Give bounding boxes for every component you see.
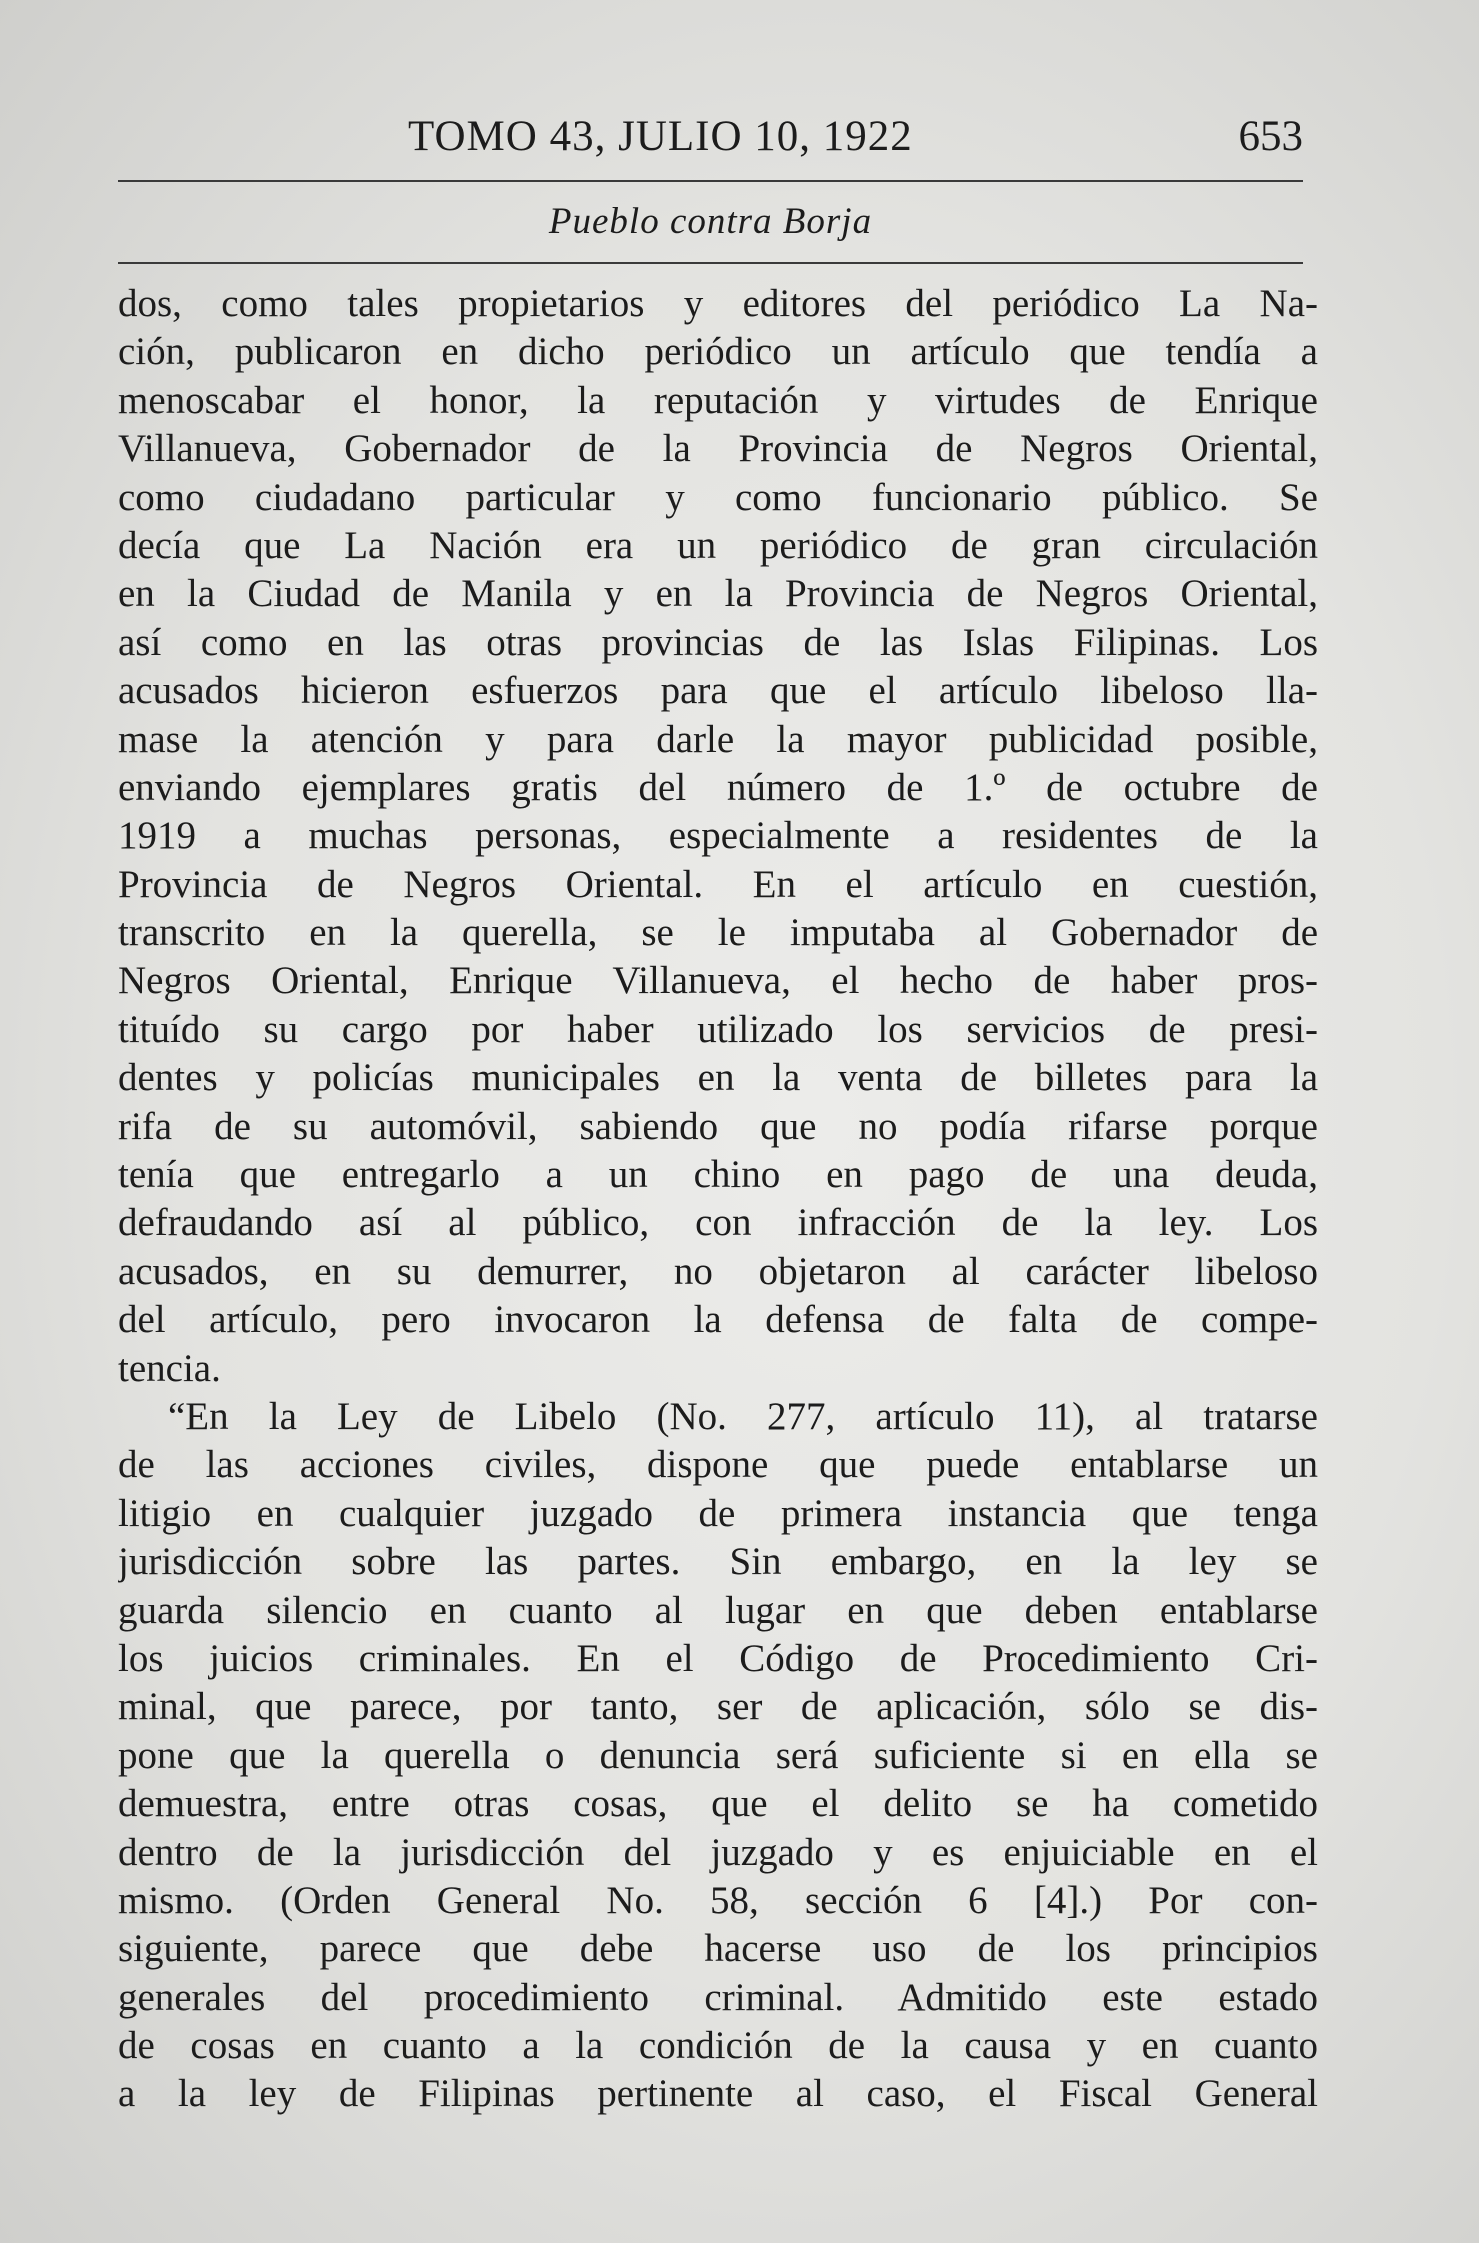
page-header xyxy=(118,112,1303,172)
text-line: demuestra, entre otras cosas, que el delito se ha cometido xyxy=(118,1782,1318,1826)
body-text xyxy=(118,280,1318,2119)
text-line: dentro de la jurisdicción del juzgado y es enjuiciable en el xyxy=(118,1830,1318,1874)
text-line: Provincia de Negros Oriental. En el artículo en cuestión, xyxy=(118,862,1318,906)
text-line: siguiente, parece que debe hacerse uso de los principios xyxy=(118,1927,1318,1971)
text-line: tenía que entregarlo a un chino en pago de una deuda, xyxy=(118,1153,1318,1197)
text-line: mase la atención y para darle la mayor publicidad posible, xyxy=(118,717,1318,761)
text-line: Negros Oriental, Enrique Villanueva, el hecho de haber pros- xyxy=(118,959,1318,1003)
text-line: Villanueva, Gobernador de la Provincia de Negros Oriental, xyxy=(118,427,1318,471)
text-line: dos, como tales propietarios y editores del periódico La Na- xyxy=(118,282,1318,325)
text-line: jurisdicción sobre las partes. Sin embargo, en la ley se xyxy=(118,1540,1318,1584)
header-rule-top xyxy=(118,180,1303,182)
text-line: a la ley de Filipinas pertinente al caso, el Fiscal General xyxy=(118,2072,1318,2116)
running-title: TOMO 43, JULIO 10, 1922 xyxy=(408,113,913,160)
text-line: acusados hicieron esfuerzos para que el artículo libeloso lla- xyxy=(118,669,1318,713)
text-line: enviando ejemplares gratis del número de 1.º de octubre de xyxy=(118,765,1318,809)
text-line: los juicios criminales. En el Código de Procedimiento Cri- xyxy=(118,1636,1318,1680)
header-rule-bottom xyxy=(118,262,1303,264)
text-line: como ciudadano particular y como funcionario público. Se xyxy=(118,475,1318,519)
text-line: así como en las otras provincias de las Islas Filipinas. Los xyxy=(118,620,1318,664)
text-line: acusados, en su demurrer, no objetaron al carácter libeloso xyxy=(118,1249,1318,1293)
text-line: de cosas en cuanto a la condición de la causa y en cuanto xyxy=(118,2024,1318,2068)
text-line: tencia. xyxy=(118,1346,221,1390)
text-line: dentes y policías municipales en la venta de billetes para la xyxy=(118,1056,1318,1100)
text-line: minal, que parece, por tanto, ser de aplicación, sólo se dis- xyxy=(118,1685,1318,1729)
text-line: guarda silencio en cuanto al lugar en que deben entablarse xyxy=(118,1588,1318,1632)
text-line: transcrito en la querella, se le imputaba al Gobernador de xyxy=(118,911,1318,955)
text-line: defraudando así al público, con infracción de la ley. Los xyxy=(118,1201,1318,1245)
text-line: “En la Ley de Libelo (No. 277, artículo 11), al tratarse xyxy=(168,1394,1318,1438)
text-line: mismo. (Orden General No. 58, sección 6 [4].) Por con- xyxy=(118,1878,1318,1922)
text-line: generales del procedimiento criminal. Admitido este estado xyxy=(118,1975,1318,2019)
text-line: pone que la querella o denuncia será suficiente si en ella se xyxy=(118,1733,1318,1777)
text-line: ción, publicaron en dicho periódico un artículo que tendía a xyxy=(118,330,1318,374)
text-line: menoscabar el honor, la reputación y virtudes de Enrique xyxy=(118,378,1318,422)
text-line: en la Ciudad de Manila y en la Provincia de Negros Oriental, xyxy=(118,572,1318,616)
text-line: tituído su cargo por haber utilizado los servicios de presi- xyxy=(118,1007,1318,1051)
text-line: 1919 a muchas personas, especialmente a residentes de la xyxy=(118,814,1318,858)
text-line: decía que La Nación era un periódico de gran circulación xyxy=(118,523,1318,567)
text-line: rifa de su automóvil, sabiendo que no podía rifarse porque xyxy=(118,1104,1318,1148)
case-title: Pueblo contra Borja xyxy=(548,201,873,242)
text-line: del artículo, pero invocaron la defensa de falta de compe- xyxy=(118,1298,1318,1342)
text-line: litigio en cualquier juzgado de primera instancia que tenga xyxy=(118,1491,1318,1535)
text-line: de las acciones civiles, dispone que puede entablarse un xyxy=(118,1443,1318,1487)
page-number: 653 xyxy=(1238,113,1303,160)
